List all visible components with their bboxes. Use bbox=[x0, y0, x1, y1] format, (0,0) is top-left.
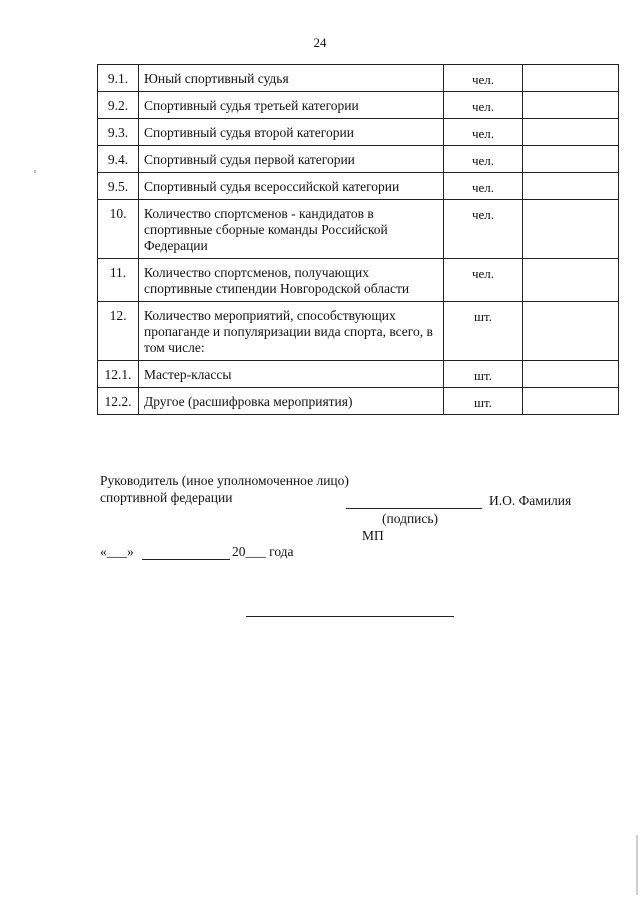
row-number: 9.1. bbox=[98, 65, 139, 92]
row-unit: шт. bbox=[444, 302, 523, 361]
row-name: Количество спортсменов - кандидатов в спортивные сборные команды Российской Федерации bbox=[139, 200, 444, 259]
row-unit: чел. bbox=[444, 200, 523, 259]
row-value bbox=[523, 388, 619, 415]
table-row bbox=[98, 146, 619, 173]
row-number: 12. bbox=[98, 302, 139, 361]
table-row bbox=[98, 65, 619, 92]
name-caption: И.О. Фамилия bbox=[489, 493, 572, 508]
row-name: Спортивный судья первой категории bbox=[139, 146, 444, 173]
row-number: 9.5. bbox=[98, 173, 139, 200]
row-value bbox=[523, 173, 619, 200]
row-name: Спортивный судья второй категории bbox=[139, 119, 444, 146]
row-name: Юный спортивный судья bbox=[139, 65, 444, 92]
row-value bbox=[523, 361, 619, 388]
page-number: 24 bbox=[313, 35, 327, 50]
row-number: 12.2. bbox=[98, 388, 139, 415]
footer-divider bbox=[246, 616, 454, 617]
row-value bbox=[523, 146, 619, 173]
date-year: 20___ года bbox=[232, 544, 294, 559]
row-unit: чел. bbox=[444, 92, 523, 119]
report-table bbox=[97, 64, 619, 415]
row-value bbox=[523, 119, 619, 146]
signatory-title-line2: спортивной федерации bbox=[100, 490, 233, 505]
table-row bbox=[98, 119, 619, 146]
row-value bbox=[523, 200, 619, 259]
row-unit: шт. bbox=[444, 361, 523, 388]
table-row bbox=[98, 388, 619, 415]
row-number: 9.2. bbox=[98, 92, 139, 119]
table-row bbox=[98, 92, 619, 119]
row-number: 10. bbox=[98, 200, 139, 259]
date-month-line bbox=[142, 545, 230, 560]
signature-caption: (подпись) bbox=[382, 511, 439, 526]
table-row bbox=[98, 200, 619, 259]
row-name: Спортивный судья всероссийской категории bbox=[139, 173, 444, 200]
row-value bbox=[523, 92, 619, 119]
row-value bbox=[523, 259, 619, 302]
row-unit: чел. bbox=[444, 173, 523, 200]
table-row bbox=[98, 302, 619, 361]
row-name: Спортивный судья третьей категории bbox=[139, 92, 444, 119]
signature-line bbox=[346, 494, 482, 509]
scan-mark bbox=[34, 170, 36, 173]
row-name: Другое (расшифровка мероприятия) bbox=[139, 388, 444, 415]
row-unit: чел. bbox=[444, 259, 523, 302]
row-number: 9.4. bbox=[98, 146, 139, 173]
signature-block bbox=[100, 472, 349, 506]
report-table-body bbox=[98, 65, 619, 415]
row-unit: чел. bbox=[444, 119, 523, 146]
date-day: «___» bbox=[100, 544, 134, 559]
scan-edge-mark bbox=[636, 835, 638, 895]
row-name: Количество спортсменов, получающих спортивные стипендии Новгородской области bbox=[139, 259, 444, 302]
stamp-label: МП bbox=[362, 528, 384, 543]
row-name: Количество мероприятий, способствующих пропаганде и популяризации вида спорта, всего, в том числе: bbox=[139, 302, 444, 361]
row-name: Мастер-классы bbox=[139, 361, 444, 388]
row-value bbox=[523, 65, 619, 92]
row-number: 9.3. bbox=[98, 119, 139, 146]
row-value bbox=[523, 302, 619, 361]
table-row bbox=[98, 173, 619, 200]
table-row bbox=[98, 361, 619, 388]
row-number: 11. bbox=[98, 259, 139, 302]
row-unit: чел. bbox=[444, 146, 523, 173]
table-row bbox=[98, 259, 619, 302]
signatory-title-line1: Руководитель (иное уполномоченное лицо) bbox=[100, 473, 349, 488]
row-unit: шт. bbox=[444, 388, 523, 415]
row-number: 12.1. bbox=[98, 361, 139, 388]
row-unit: чел. bbox=[444, 65, 523, 92]
